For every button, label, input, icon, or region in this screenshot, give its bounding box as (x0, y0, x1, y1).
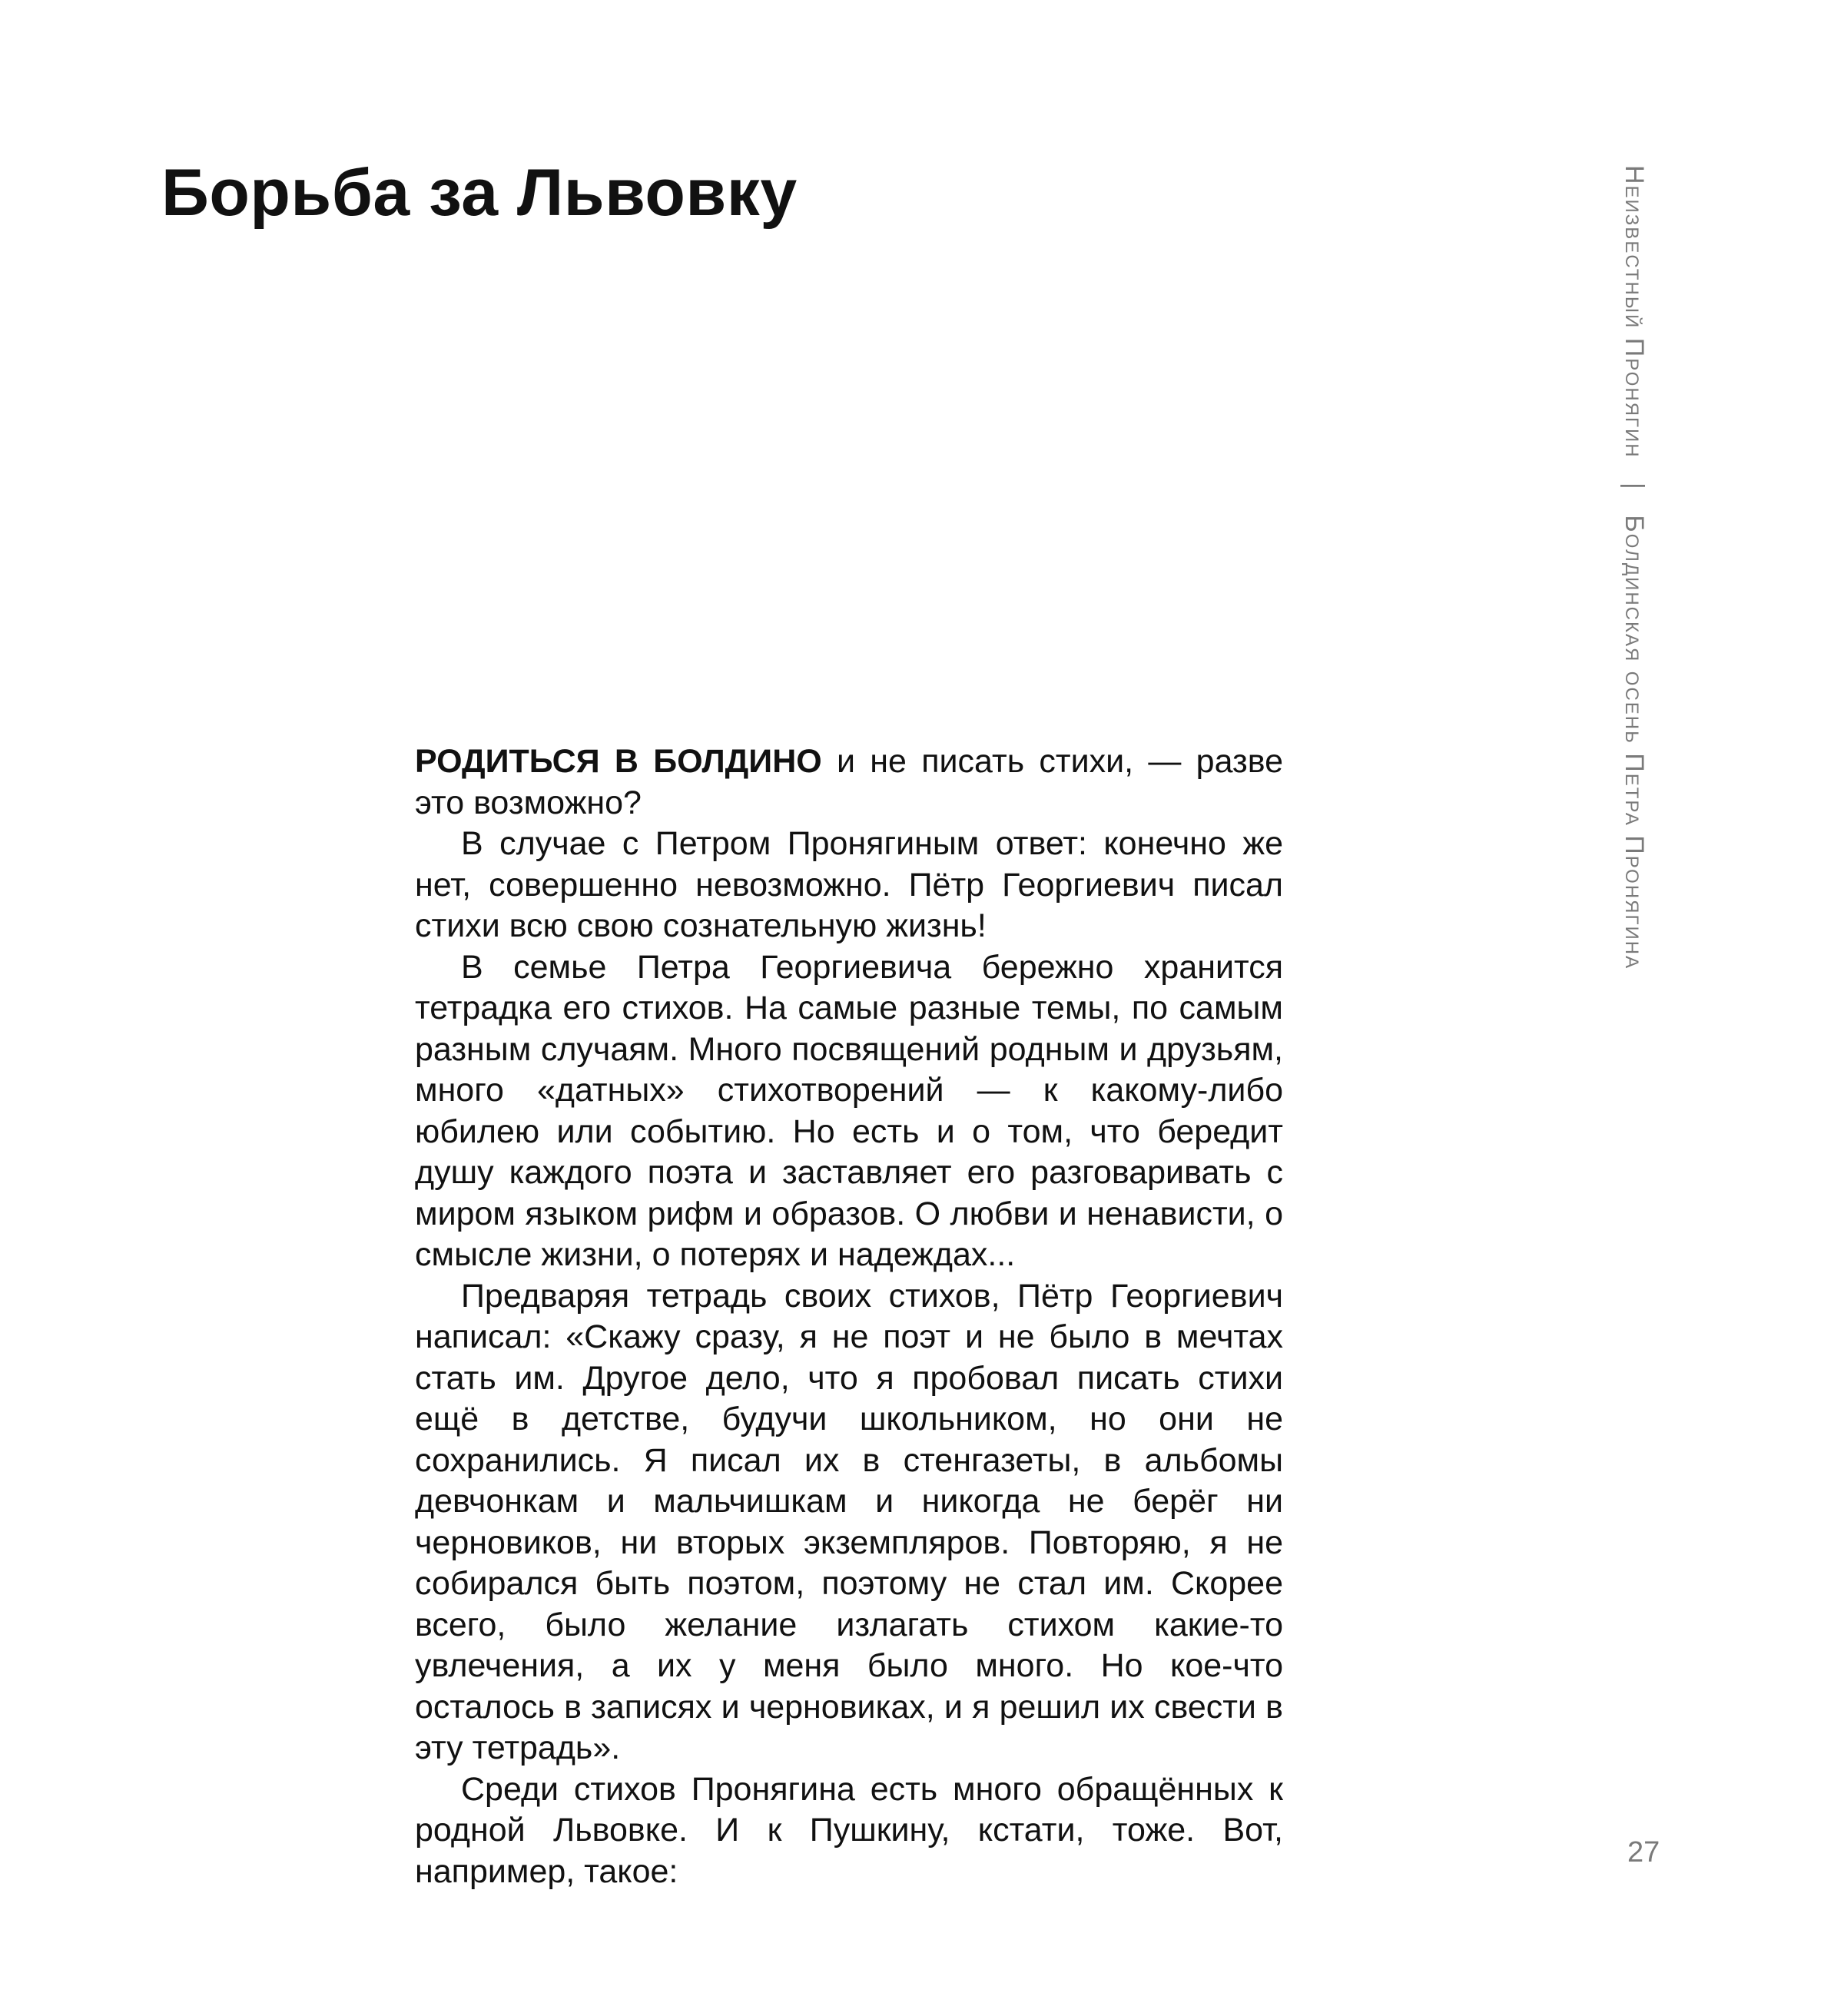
page-number: 27 (1627, 1836, 1660, 1868)
paragraph-4: Предваряя тетрадь своих стихов, Пётр Георгиевич написал: «Скажу сразу, я не поэт и не было в мечтах стать им. Другое дело, что я пробовал писать стихи ещё в детстве, будучи школьником, но они не сохранились. Я писал их в стенгазеты, в альбомы девчонкам и мальчишкам и никогда не берёг ни черновиков, ни вторых экземпляров. Повторяю, я не собирался быть поэтом, поэтому не стал им. Скорее всего, было желание излагать стихом какие-то увлечения, а их у меня было много. Но кое-что осталось в записях и черновиках, и я решил их свести в эту тетрадь». (415, 1277, 1283, 1766)
paragraph-3: В семье Петра Георгиевича бережно хранится тетрадка его стихов. На самые разные темы, по самым разным случаям. Много посвящений родным и друзьям, много «датных» стихотворений — к какому-либо юбилею или событию. Но есть и о том, что бередит душу каждого поэта и заставляет его разговаривать с миром языком рифм и образов. О любви и ненависти, о смысле жизни, о потерях и надеждах... (415, 948, 1283, 1273)
paragraph-2: В случае с Петром Пронягиным ответ: конечно же нет, совершенно невозможно. Пётр Георгиевич писал стихи всю свою сознательную жизнь! (415, 825, 1283, 944)
body-text (415, 741, 1283, 1892)
paragraph-lead: РОДИТЬСЯ В БОЛДИНО (415, 743, 822, 780)
paragraph-1-text: и не писать стихи, — разве это возможно? (415, 743, 1283, 821)
paragraph-5: Среди стихов Пронягина есть много обращённых к родной Львовке. И к Пушкину, кстати, тоже. Вот, например, такое: (415, 1770, 1283, 1890)
running-head-separator: | (1620, 482, 1649, 491)
running-head-chapter: Болдинская осень Петра Пронягина (1620, 515, 1649, 970)
paragraph-1 (415, 741, 1283, 824)
running-head (1621, 165, 1647, 970)
page-title: Борьба за Львовку (161, 156, 798, 230)
running-head-book: Неизвестный Пронягин (1620, 165, 1649, 459)
